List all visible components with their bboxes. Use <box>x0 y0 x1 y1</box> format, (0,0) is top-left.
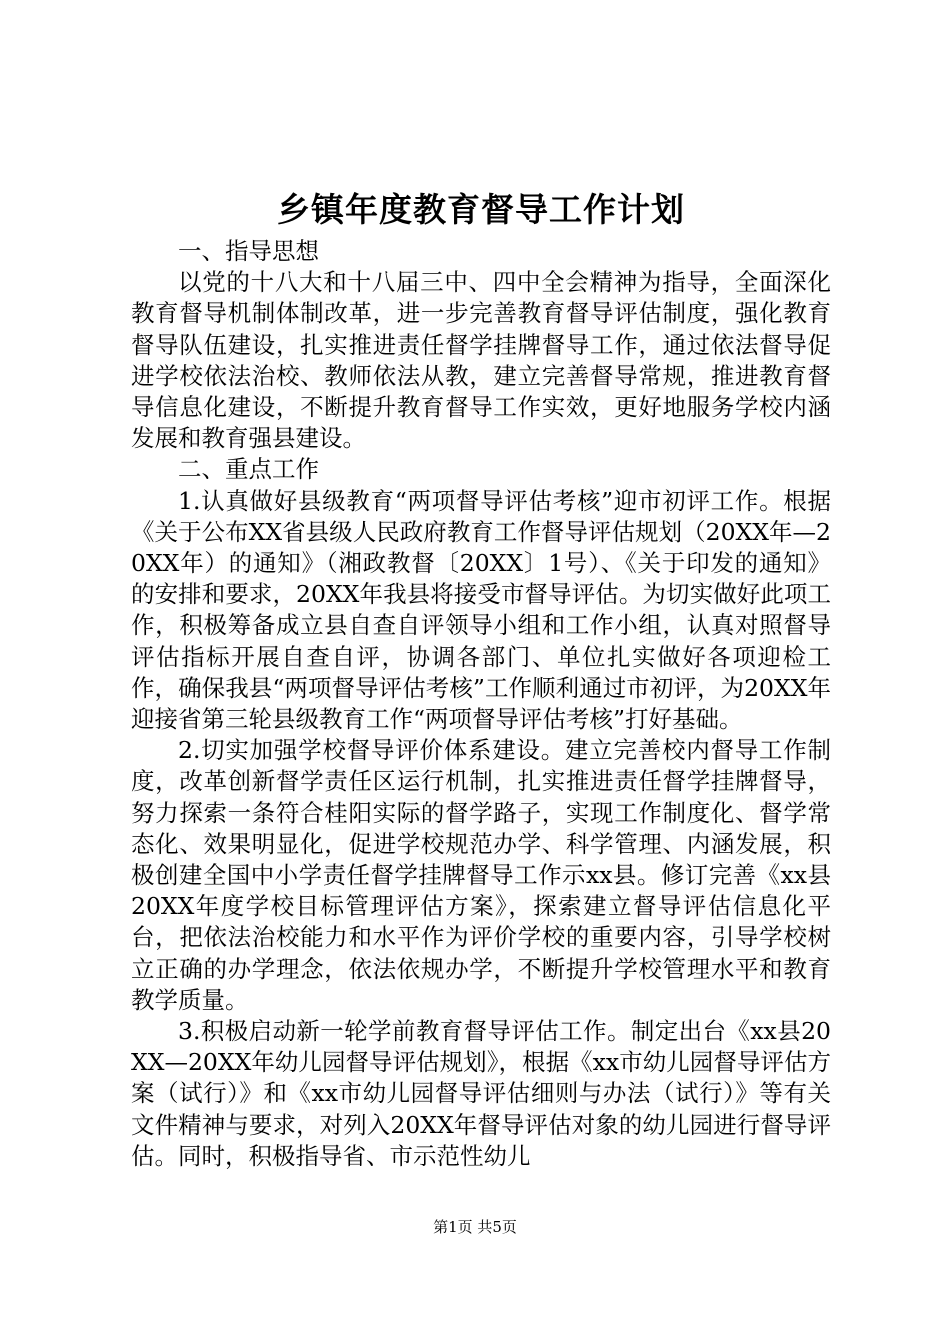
body-paragraph: 3.积极启动新一轮学前教育督导评估工作。制定出台《xx县20XX—20XX年幼儿园督导评估规划》，根据《xx市幼儿园督导评估方案（试行）》和《xx市幼儿园督导评估细则与办法（试行）》等有关文件精神与要求，对列入20XX年督导评估对象的幼儿园进行督导评估。同时，积极指导省、市示范性幼儿 <box>131 1017 831 1170</box>
body-paragraph: 1.认真做好县级教育“两项督导评估考核”迎市初评工作。根据《关于公布XX省县级人民政府教育工作督导评估规划（20XX年—20XX年）的通知》（湘政教督〔20XX〕1号）、《关于印发的通知》的安排和要求，20XX年我县将接受市督导评估。为切实做好此项工作，积极筹备成立县自查自评领导小组和工作小组，认真对照督导评估指标开展自查自评，协调各部门、单位扎实做好各项迎检工作，确保我县“两项督导评估考核”工作顺利通过市初评，为20XX年迎接省第三轮县级教育工作“两项督导评估考核”打好基础。 <box>131 486 831 734</box>
document-title: 乡镇年度教育督导工作计划 <box>277 190 685 229</box>
section-heading: 一、指导思想 <box>178 237 319 265</box>
body-paragraph: 2.切实加强学校督导评价体系建设。建立完善校内督导工作制度，改革创新督学责任区运行机制，扎实推进责任督学挂牌督导，努力探索一条符合桂阳实际的督学路子，实现工作制度化、督学常态化、效果明显化，促进学校规范办学、科学管理、内涵发展，积极创建全国中小学责任督学挂牌督导工作示xx县。修订完善《xx县20XX年度学校目标管理评估方案》，探索建立督导评估信息化平台，把依法治校能力和水平作为评价学校的重要内容，引导学校树立正确的办学理念，依法依规办学，不断提升学校管理水平和教育教学质量。 <box>131 736 831 1014</box>
document-page <box>131 186 831 1172</box>
section-guiding-ideology <box>131 236 831 454</box>
body-paragraph: 以党的十八大和十八届三中、四中全会精神为指导，全面深化教育督导机制体制改革，进一步完善教育督导评估制度，强化教育督导队伍建设，扎实推进责任督学挂牌督导工作，通过依法督导促进学校依法治校、教师依法从教，建立完善督导常规，推进教育督导信息化建设，不断提升教育督导工作实效，更好地服务学校内涵发展和教育强县建设。 <box>131 268 831 453</box>
page-number-footer: 第1页 共5页 <box>433 1218 517 1236</box>
section-heading: 二、重点工作 <box>178 455 319 484</box>
section-key-work <box>131 454 831 1172</box>
